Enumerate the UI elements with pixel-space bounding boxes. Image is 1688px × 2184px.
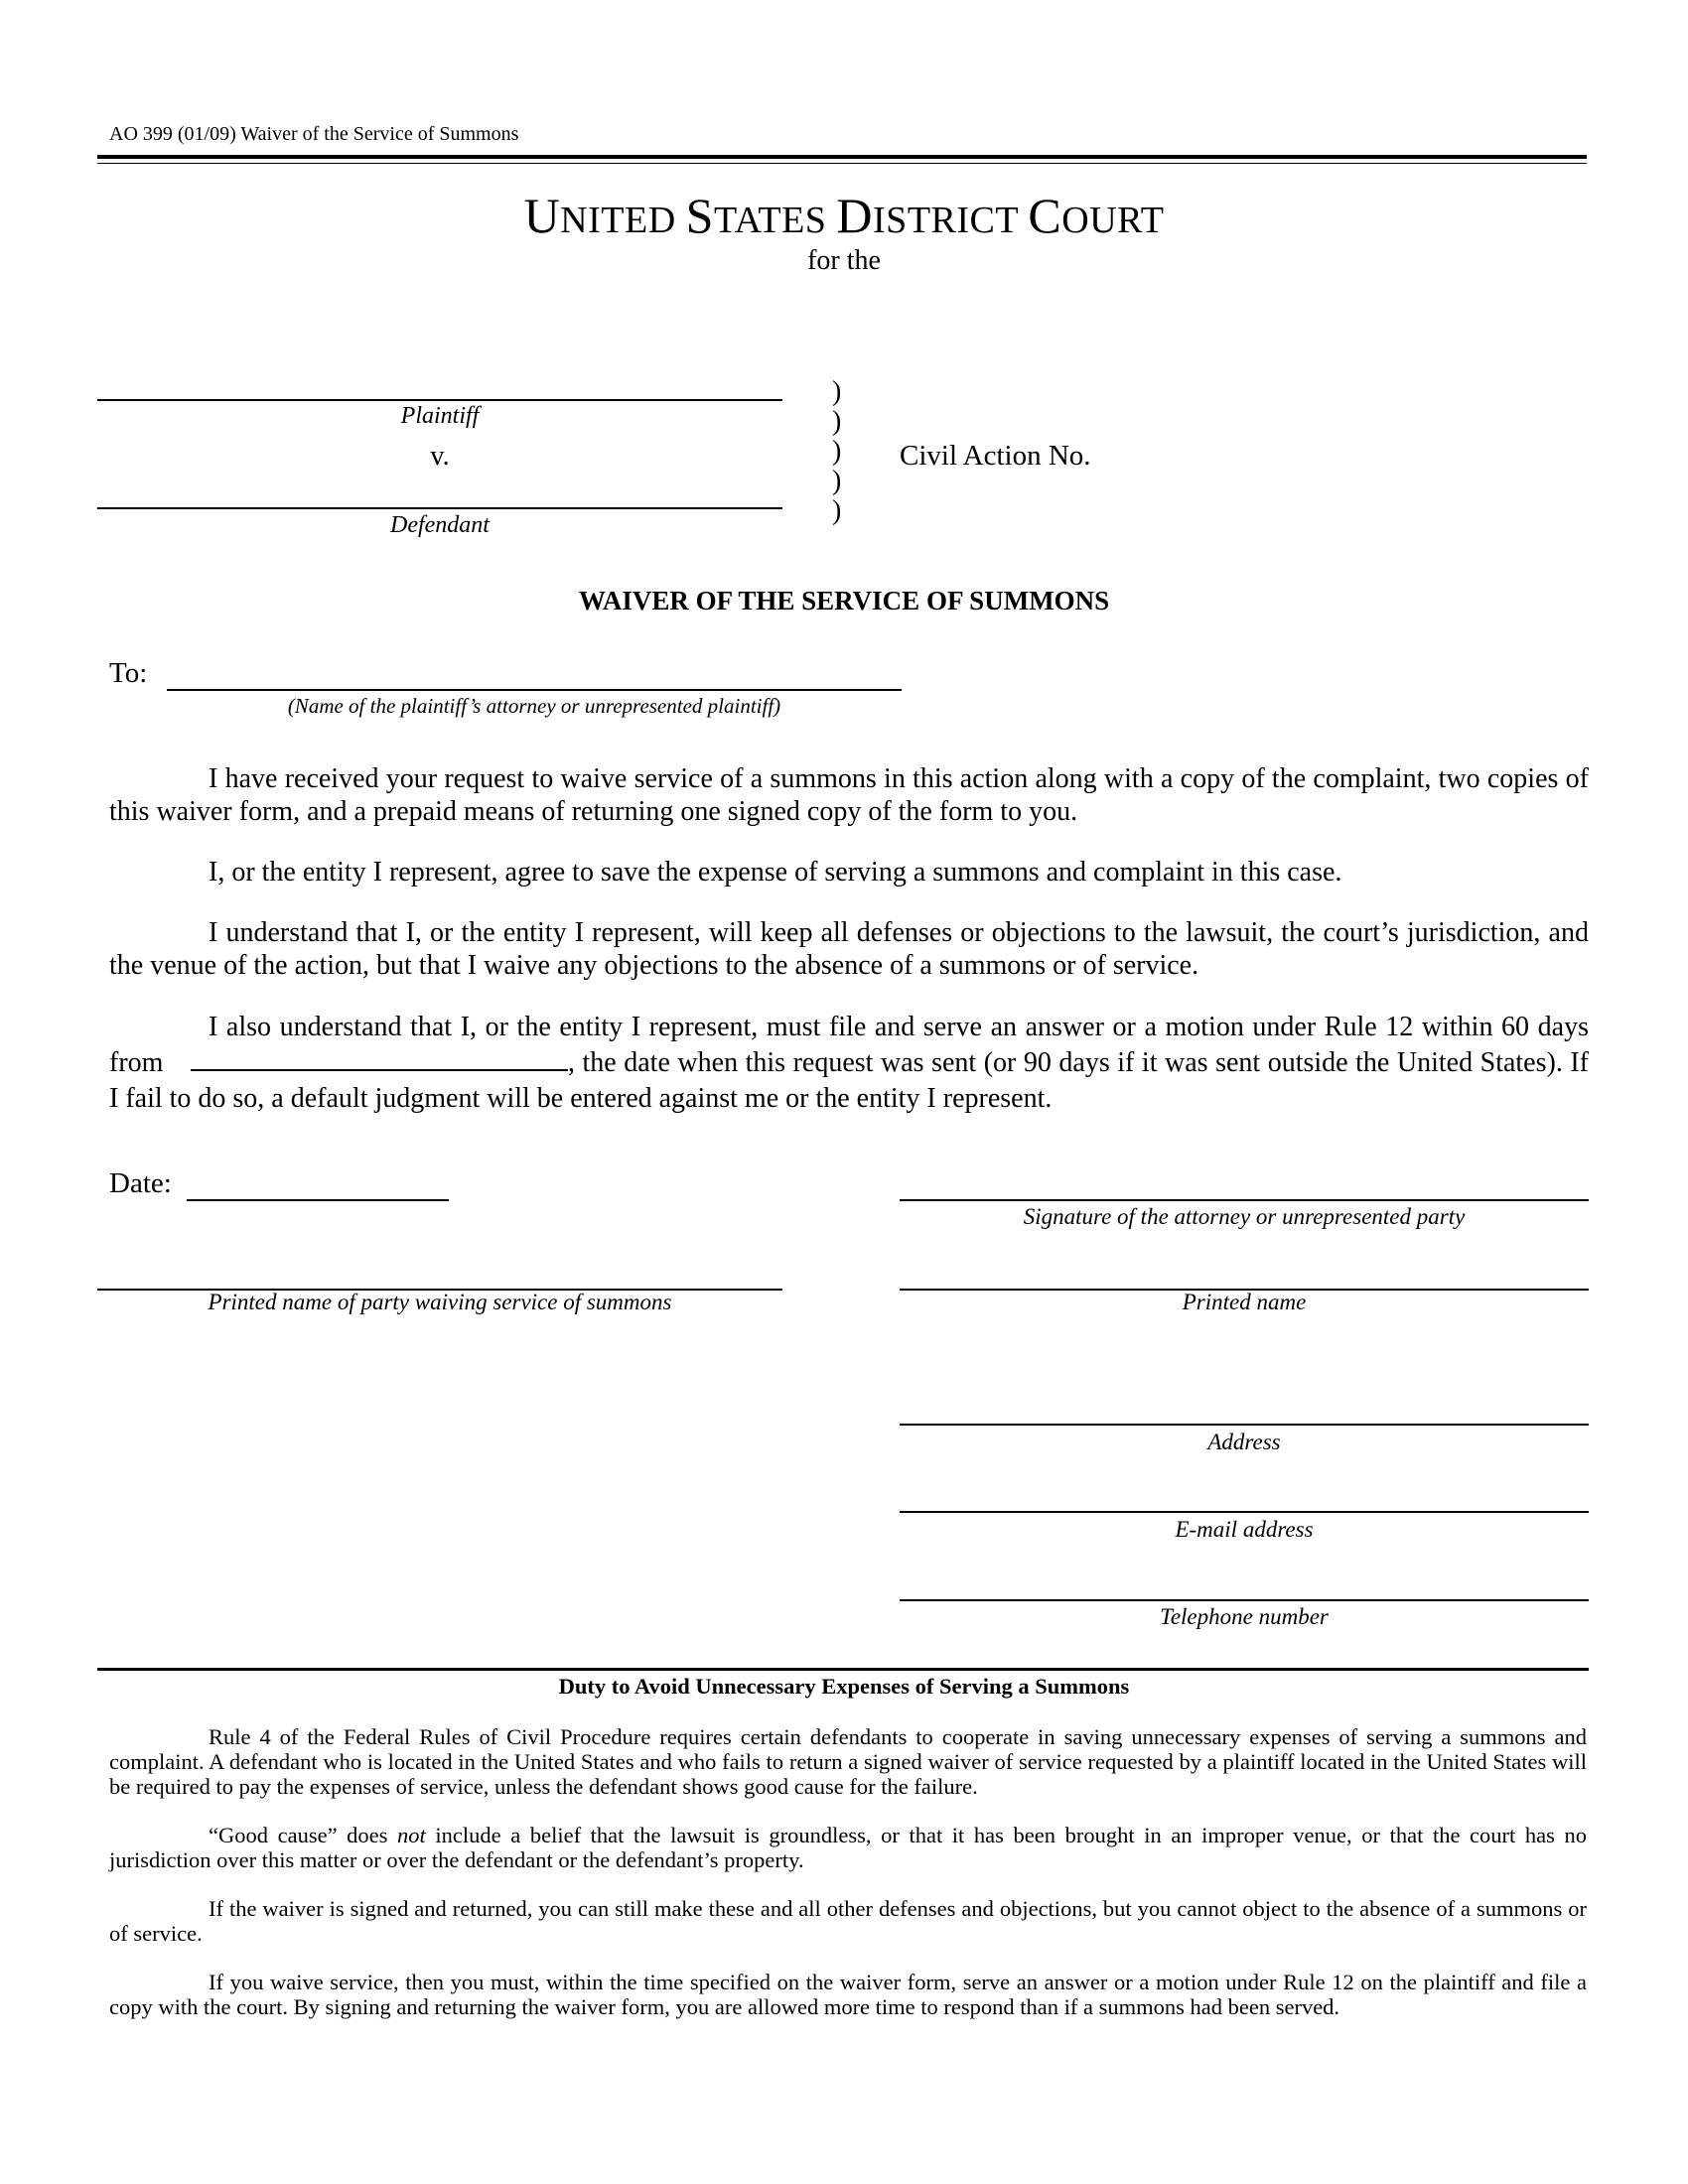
signature-caption: Signature of the attorney or unrepresented party (1023, 1204, 1466, 1229)
court-title-cap-3: D (836, 188, 874, 243)
duty-paragraph-2-end: include a belief that the lawsuit is groundless, or that it has been brought in an improper venue, or that the court has no jurisdiction over this matter or over the defendant or the defendant’s property. (109, 1823, 1587, 1872)
paren-3: ) (832, 436, 842, 467)
address-field[interactable] (900, 1424, 1589, 1426)
paren-4: ) (832, 466, 842, 496)
printed-party-caption: Printed name of party waiving service of summons (208, 1290, 672, 1314)
duty-paragraph-4: If you waive service, then you must, within the time specified on the waiver form, serve an answer or a motion under Rule 12 on the plaintiff and file a copy with the court. By signing and returning the waiver form, you are allowed more time to respond than if a summons had been served. (109, 1970, 1587, 2019)
for-the: for the (807, 245, 881, 276)
court-title-cap-4: C (1028, 188, 1062, 243)
defendant-label: Defendant (390, 512, 490, 538)
duty-paragraph-3: If the waiver is signed and returned, you can still make these and all other defenses and objections, but you cannot object to the absence of a summons or of service. (109, 1896, 1587, 1946)
telephone-caption: Telephone number (1160, 1604, 1329, 1629)
header-rule-thin (97, 163, 1587, 164)
duty-paragraph-2-not: not (397, 1823, 426, 1847)
duty-paragraph-2 (109, 1823, 1587, 1872)
duty-paragraph-2-start: “Good cause” does (209, 1823, 398, 1847)
form-title: WAIVER OF THE SERVICE OF SUMMONS (578, 586, 1110, 615)
body-paragraph-4 (109, 1010, 1589, 1117)
court-title-cap-1: U (523, 188, 561, 243)
date-field[interactable] (187, 1199, 449, 1201)
court-title (0, 187, 1688, 244)
court-title-rest-1: NITED (560, 200, 686, 241)
signature-field[interactable] (900, 1199, 1589, 1201)
request-date-field[interactable] (191, 1047, 568, 1071)
defendant-name-field[interactable] (97, 507, 782, 509)
address-caption: Address (1207, 1430, 1281, 1454)
body-paragraph-1: I have received your request to waive service of a summons in this action along with a copy of the complaint, two copies of this waiver form, and a prepaid means of returning one signed copy of the form to you. (109, 763, 1589, 827)
body-paragraph-2: I, or the entity I represent, agree to save the expense of serving a summons and complaint in this case. (209, 857, 1342, 887)
court-title-rest-2: TATES (713, 200, 837, 241)
caption-parentheses (832, 377, 841, 526)
plaintiff-label: Plaintiff (400, 403, 480, 429)
paren-5: ) (832, 495, 842, 526)
versus: v. (430, 441, 450, 472)
printed-name-caption: Printed name (1182, 1290, 1307, 1314)
court-title-rest-4: OURT (1061, 200, 1165, 241)
body-text (109, 762, 1589, 1117)
body-paragraph-3: I understand that I, or the entity I represent, will keep all defenses or objections to the lawsuit, the court’s jurisdiction, and the venue of the action, but that I waive any objections to the absence of a summons or of service. (109, 917, 1589, 981)
duty-rule (97, 1668, 1589, 1671)
body-paragraph-4-start: I also understand that I, or the entity I represent, must file and serve an answer or a motion under Rule 12 within 60 days from (109, 1012, 1589, 1078)
duty-paragraph-1: Rule 4 of the Federal Rules of Civil Procedure requires certain defendants to cooperate in saving unnecessary expenses of serving a summons and complaint. A defendant who is located in the United States and who fails to return a signed waiver of service requested by a plaintiff located in the United States will be required to pay the expenses of service, unless the defendant shows good cause for the failure. (109, 1724, 1587, 1799)
body-paragraph-4-end: , the date when this request was sent (or 90 days if it was sent outside the United States). If I fail to do so, a default judgment will be entered against me or the entity I represent. (109, 1047, 1590, 1114)
paren-1: ) (832, 376, 842, 407)
email-caption: E-mail address (1175, 1517, 1314, 1542)
to-caption: (Name of the plaintiff’s attorney or unrepresented plaintiff) (287, 694, 781, 718)
court-title-cap-2: S (685, 188, 714, 243)
duty-heading: Duty to Avoid Unnecessary Expenses of Serving a Summons (558, 1674, 1130, 1699)
to-name-field[interactable] (167, 689, 902, 691)
court-title-rest-3: ISTRICT (873, 200, 1029, 241)
plaintiff-name-field[interactable] (97, 399, 782, 401)
telephone-field[interactable] (900, 1599, 1589, 1601)
email-field[interactable] (900, 1511, 1589, 1513)
duty-text (109, 1724, 1587, 2019)
civil-action-label: Civil Action No. (900, 440, 1091, 472)
form-id: AO 399 (01/09) Waiver of the Service of Summons (109, 123, 519, 145)
to-label: To: (109, 657, 148, 689)
header-rule-thick (97, 155, 1587, 159)
date-label: Date: (109, 1167, 172, 1199)
paren-2: ) (832, 406, 842, 437)
